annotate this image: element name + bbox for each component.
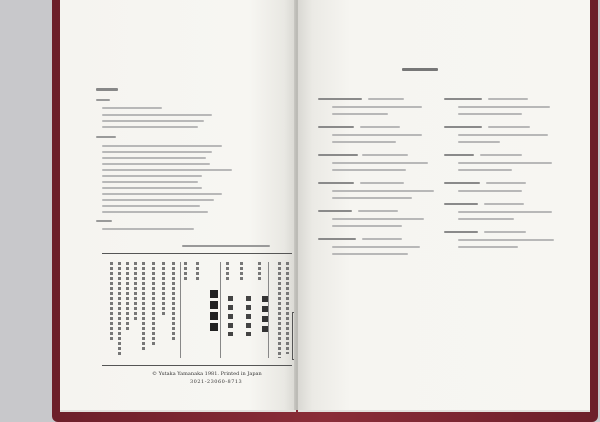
contributor-name: [444, 203, 478, 205]
contributor-detail: [458, 134, 548, 136]
contributor-reading: [480, 154, 522, 156]
colophon-column: [286, 262, 289, 354]
contributor-name: [444, 126, 482, 128]
contributor-reading: [358, 210, 398, 212]
works-line: [102, 193, 222, 195]
contributor-detail: [332, 218, 424, 220]
works-line: [102, 199, 214, 201]
profile-subheading: [96, 99, 110, 101]
works-line: [102, 187, 202, 189]
colophon-column: [240, 262, 243, 280]
colophon-column: [196, 262, 199, 280]
contributor-detail: [458, 141, 500, 143]
works-line: [102, 151, 212, 153]
contributor-detail: [332, 106, 422, 108]
contributor-detail: [332, 169, 406, 171]
works-line: [102, 211, 208, 213]
printer-name: [228, 296, 233, 336]
contributor-detail: [458, 218, 514, 220]
contributors-heading: [402, 68, 438, 71]
profile-line: [102, 120, 204, 122]
author-name: [262, 296, 268, 336]
contributor-detail: [458, 211, 552, 213]
contributor-reading: [368, 98, 404, 100]
contributor-name: [444, 98, 482, 100]
colophon-column: [126, 262, 129, 332]
contributor-name: [318, 210, 352, 212]
address-heading: [96, 220, 112, 222]
colophon-column: [184, 262, 187, 280]
contributor-detail: [458, 190, 522, 192]
contributor-reading: [488, 98, 528, 100]
contributor-name: [318, 98, 362, 100]
profile-line: [102, 107, 162, 109]
works-line: [102, 145, 222, 147]
colophon-column: [142, 262, 145, 352]
contributor-detail: [332, 190, 434, 192]
colophon-rule-bottom: [102, 365, 292, 366]
colophon-column: [278, 262, 281, 358]
contributor-reading: [360, 182, 404, 184]
contributor-name: [318, 126, 354, 128]
colophon-column: [258, 262, 261, 280]
colophon-column: [118, 262, 121, 357]
contributor-name: [444, 231, 478, 233]
contributor-reading: [360, 126, 400, 128]
works-line: [102, 181, 198, 183]
works-line: [102, 157, 206, 159]
contributor-reading: [488, 126, 530, 128]
contributor-detail: [332, 141, 396, 143]
profile-heading: [96, 88, 118, 91]
contributor-detail: [458, 246, 518, 248]
contributor-detail: [332, 253, 408, 255]
colophon-divider: [268, 262, 269, 358]
colophon-column: [134, 262, 137, 322]
contributor-reading: [362, 238, 402, 240]
contributor-detail: [332, 162, 428, 164]
profile-line: [102, 126, 198, 128]
contributor-detail: [458, 113, 522, 115]
contributor-name: [444, 182, 480, 184]
contributor-detail: [332, 246, 420, 248]
contributor-detail: [458, 169, 512, 171]
colophon-column: [172, 262, 175, 342]
colophon-title: [182, 245, 270, 247]
colophon-column: [162, 262, 165, 317]
colophon-divider: [220, 262, 221, 358]
contributor-detail: [458, 239, 554, 241]
works-heading: [96, 136, 116, 138]
contributor-reading: [484, 203, 524, 205]
colophon-column: [152, 262, 155, 347]
works-line: [102, 163, 210, 165]
colophon-column: [110, 262, 113, 342]
contributor-name: [318, 238, 356, 240]
contributor-name: [318, 154, 358, 156]
colophon-column: [226, 262, 229, 280]
colophon-rule-top: [102, 253, 292, 254]
right-page: [298, 0, 590, 412]
contributor-detail: [332, 197, 412, 199]
works-line: [102, 175, 202, 177]
works-line: [102, 169, 232, 171]
contributor-detail: [332, 225, 402, 227]
editor-name: [246, 296, 251, 336]
colophon-divider: [180, 262, 181, 358]
contributor-detail: [458, 106, 550, 108]
works-line: [102, 205, 200, 207]
contributor-name: [318, 182, 354, 184]
profile-line: [102, 114, 212, 116]
contributor-reading: [362, 154, 408, 156]
address-line: [102, 228, 194, 230]
contributor-reading: [484, 231, 526, 233]
left-page: [60, 0, 296, 412]
contributor-reading: [486, 182, 526, 184]
isbn-number: 3021-23060-8713: [190, 379, 243, 385]
contributor-detail: [458, 162, 552, 164]
contributor-name: [444, 154, 474, 156]
copyright-notice: © Yutaka Yamanaka 1981. Printed in Japan: [152, 371, 262, 377]
publisher-name: [210, 290, 218, 334]
contributor-detail: [332, 113, 388, 115]
contributor-detail: [332, 134, 422, 136]
